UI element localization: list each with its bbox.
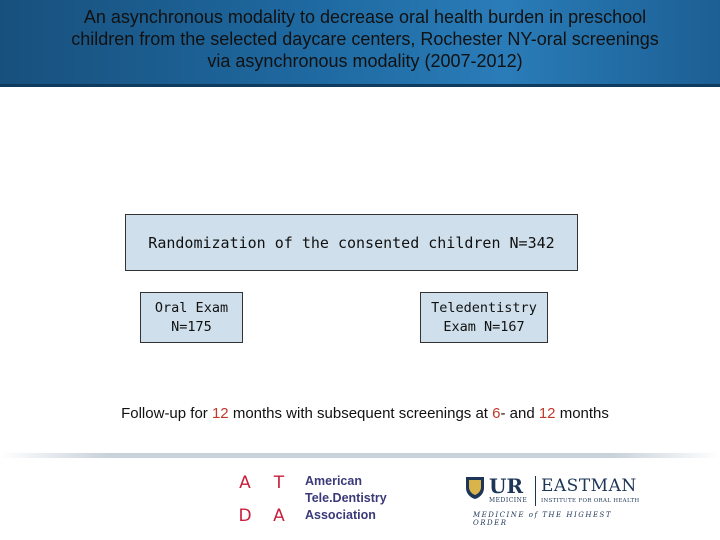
oral-exam-box: Oral Exam N=175 xyxy=(140,292,243,343)
followup-text-3: - and xyxy=(500,405,539,422)
eastman-subtitle: INSTITUTE FOR ORAL HEALTH xyxy=(541,498,640,504)
followup-text-1: Follow-up for xyxy=(121,405,212,422)
ur-eastman-logo xyxy=(465,474,645,527)
followup-text-2: months with subsequent screenings at xyxy=(228,405,493,422)
teledentistry-exam-box: Teledentistry Exam N=167 xyxy=(420,292,548,343)
followup-months-value: 12 xyxy=(211,405,229,422)
atda-letter-a2: A xyxy=(273,505,285,526)
randomization-box: Randomization of the consented children N=342 xyxy=(125,214,578,271)
atda-letter-d: D xyxy=(238,505,252,526)
eastman-wordmark: EASTMAN xyxy=(541,476,637,496)
atda-logo xyxy=(228,466,296,532)
shield-icon xyxy=(465,476,485,500)
logo-divider xyxy=(535,476,536,506)
footer-divider xyxy=(0,453,720,458)
title-banner xyxy=(0,0,720,86)
followup-statement xyxy=(0,405,720,422)
followup-text-4: months xyxy=(555,405,609,422)
first-screening-value: 6 xyxy=(492,405,501,422)
ur-medicine-label: MEDICINE xyxy=(489,497,528,504)
ur-mark: UR xyxy=(489,474,524,498)
ata-organization-name: American Tele.Dentistry Association xyxy=(305,474,387,522)
atda-letter-a1: A xyxy=(239,472,251,493)
banner-divider xyxy=(0,84,720,87)
second-screening-value: 12 xyxy=(538,405,556,422)
atda-letter-t: T xyxy=(273,472,285,493)
ur-tagline: MEDICINE of THE HIGHEST ORDER xyxy=(473,511,613,527)
slide-title: An asynchronous modality to decrease oral health burden in preschool children from the selected daycare centers, Rochester NY-oral screenings via asynchronous modality (2007-2012) xyxy=(71,7,659,71)
